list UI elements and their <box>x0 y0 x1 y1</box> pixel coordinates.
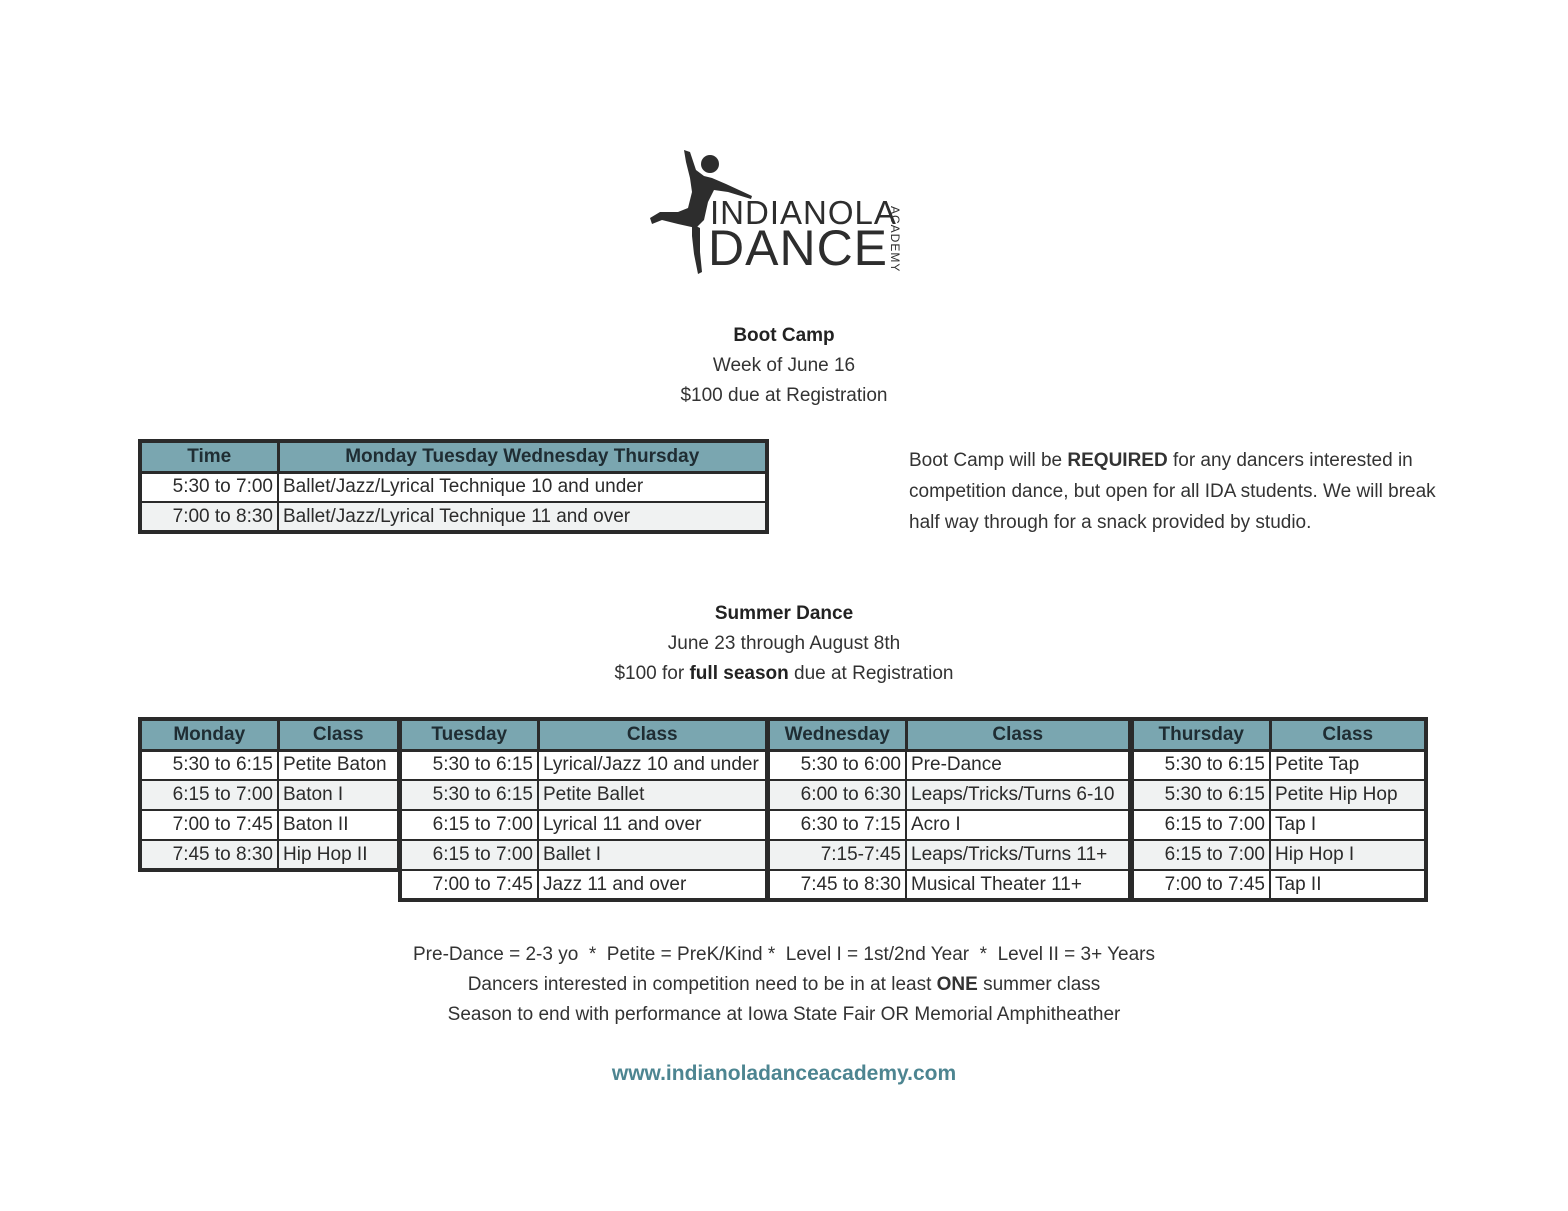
day-header: Monday <box>140 719 278 750</box>
day-header: Tuesday <box>400 719 538 750</box>
fee-bold: full season <box>689 663 789 684</box>
time-cell: 7:00 to 8:30 <box>140 502 278 532</box>
table-row <box>140 810 399 840</box>
class-cell: Leaps/Tricks/Turns 11+ <box>906 840 1130 870</box>
time-cell: 7:15-7:45 <box>768 840 906 870</box>
class-cell: Petite Ballet <box>538 780 767 810</box>
day-header: Thursday <box>1132 719 1270 750</box>
note-text: Boot Camp will be <box>909 450 1068 471</box>
column-header: Time <box>140 441 278 472</box>
time-cell: 6:15 to 7:00 <box>400 810 538 840</box>
summer-heading <box>0 599 1568 689</box>
note-bold: ONE <box>936 974 978 995</box>
time-cell: 7:00 to 7:45 <box>400 870 538 900</box>
class-cell: Acro I <box>906 810 1130 840</box>
boot-camp-table <box>138 439 769 534</box>
table-row <box>768 840 1130 870</box>
table-row <box>400 750 767 780</box>
time-cell: 5:30 to 6:15 <box>400 780 538 810</box>
boot-camp-heading <box>0 321 1568 411</box>
class-cell: Tap I <box>1270 810 1426 840</box>
fee-text: due at Registration <box>788 663 954 684</box>
class-cell: Musical Theater 11+ <box>906 870 1130 900</box>
boot-camp-fee: $100 due at Registration <box>680 385 888 406</box>
time-cell: 5:30 to 7:00 <box>140 472 278 502</box>
note-text: Dancers interested in competition need to be in at least <box>467 974 937 995</box>
class-cell: Lyrical/Jazz 10 and under <box>538 750 767 780</box>
time-cell: 6:15 to 7:00 <box>400 840 538 870</box>
table-row <box>400 840 767 870</box>
table-row <box>140 780 399 810</box>
time-cell: 5:30 to 6:15 <box>1132 750 1270 780</box>
summer-date: June 23 through August 8th <box>667 633 901 654</box>
table-row <box>400 870 767 900</box>
wednesday-table <box>766 717 1132 902</box>
class-cell: Baton II <box>278 810 399 840</box>
logo-word-academy: ACADEMY <box>888 206 902 273</box>
time-cell: 7:00 to 7:45 <box>1132 870 1270 900</box>
time-cell: 5:30 to 6:15 <box>400 750 538 780</box>
time-cell: 6:15 to 7:00 <box>1132 840 1270 870</box>
class-cell: Tap II <box>1270 870 1426 900</box>
table-row <box>768 780 1130 810</box>
monday-table <box>138 717 401 872</box>
table-row <box>140 472 767 502</box>
class-cell: Baton I <box>278 780 399 810</box>
class-cell: Jazz 11 and over <box>538 870 767 900</box>
tuesday-table <box>398 717 769 902</box>
competition-note <box>0 970 1568 1000</box>
table-row <box>1132 870 1426 900</box>
note-text: for any dancers interested in competition dance, but open for all IDA students. We will break half way through for a snack provided by studio. <box>909 450 1436 533</box>
note-text: summer class <box>977 974 1101 995</box>
logo-word-indianola: INDIANOLA <box>710 194 897 231</box>
time-cell: 6:30 to 7:15 <box>768 810 906 840</box>
season-note: Season to end with performance at Iowa State Fair OR Memorial Amphitheather <box>447 1004 1121 1025</box>
column-header: Monday Tuesday Wednesday Thursday <box>278 441 767 472</box>
time-cell: 5:30 to 6:15 <box>1132 780 1270 810</box>
time-cell: 6:00 to 6:30 <box>768 780 906 810</box>
table-row <box>1132 840 1426 870</box>
time-cell: 6:15 to 7:00 <box>1132 810 1270 840</box>
table-row <box>768 870 1130 900</box>
table-row <box>1132 810 1426 840</box>
class-cell: Ballet I <box>538 840 767 870</box>
table-row <box>400 780 767 810</box>
class-cell: Petite Tap <box>1270 750 1426 780</box>
time-cell: 6:15 to 7:00 <box>140 780 278 810</box>
table-row <box>1132 780 1426 810</box>
class-cell: Ballet/Jazz/Lyrical Technique 10 and under <box>278 472 767 502</box>
boot-camp-note <box>909 445 1439 538</box>
table-row <box>140 502 767 532</box>
table-row <box>768 810 1130 840</box>
class-cell: Leaps/Tricks/Turns 6-10 <box>906 780 1130 810</box>
class-cell: Hip Hop I <box>1270 840 1426 870</box>
boot-camp-title: Boot Camp <box>733 325 835 346</box>
time-cell: 7:45 to 8:30 <box>140 840 278 870</box>
time-cell: 7:45 to 8:30 <box>768 870 906 900</box>
class-cell: Pre-Dance <box>906 750 1130 780</box>
table-row <box>768 750 1130 780</box>
class-cell: Petite Baton <box>278 750 399 780</box>
time-cell: 7:00 to 7:45 <box>140 810 278 840</box>
time-cell: 5:30 to 6:00 <box>768 750 906 780</box>
column-header: Class <box>278 719 399 750</box>
table-row <box>400 810 767 840</box>
logo-word-dance: DANCE <box>708 220 889 276</box>
boot-camp-date: Week of June 16 <box>712 355 856 376</box>
class-cell: Lyrical 11 and over <box>538 810 767 840</box>
level-legend: Pre-Dance = 2-3 yo * Petite = PreK/Kind * Level I = 1st/2nd Year * Level II = 3+ Years <box>413 944 1155 965</box>
class-cell: Hip Hop II <box>278 840 399 870</box>
logo <box>640 140 930 280</box>
thursday-table <box>1130 717 1428 902</box>
column-header: Class <box>906 719 1130 750</box>
footer-notes <box>0 940 1568 1030</box>
column-header: Class <box>538 719 767 750</box>
day-header: Wednesday <box>768 719 906 750</box>
table-row <box>140 750 399 780</box>
summer-title: Summer Dance <box>714 603 854 624</box>
column-header: Class <box>1270 719 1426 750</box>
summer-fee <box>0 659 1568 689</box>
table-row <box>140 840 399 870</box>
fee-text: $100 for <box>614 663 690 684</box>
time-cell: 5:30 to 6:15 <box>140 750 278 780</box>
class-cell: Ballet/Jazz/Lyrical Technique 11 and over <box>278 502 767 532</box>
class-cell: Petite Hip Hop <box>1270 780 1426 810</box>
website-link[interactable]: www.indianoladanceacademy.com <box>611 1062 957 1085</box>
note-required: REQUIRED <box>1067 450 1168 471</box>
table-row <box>1132 750 1426 780</box>
